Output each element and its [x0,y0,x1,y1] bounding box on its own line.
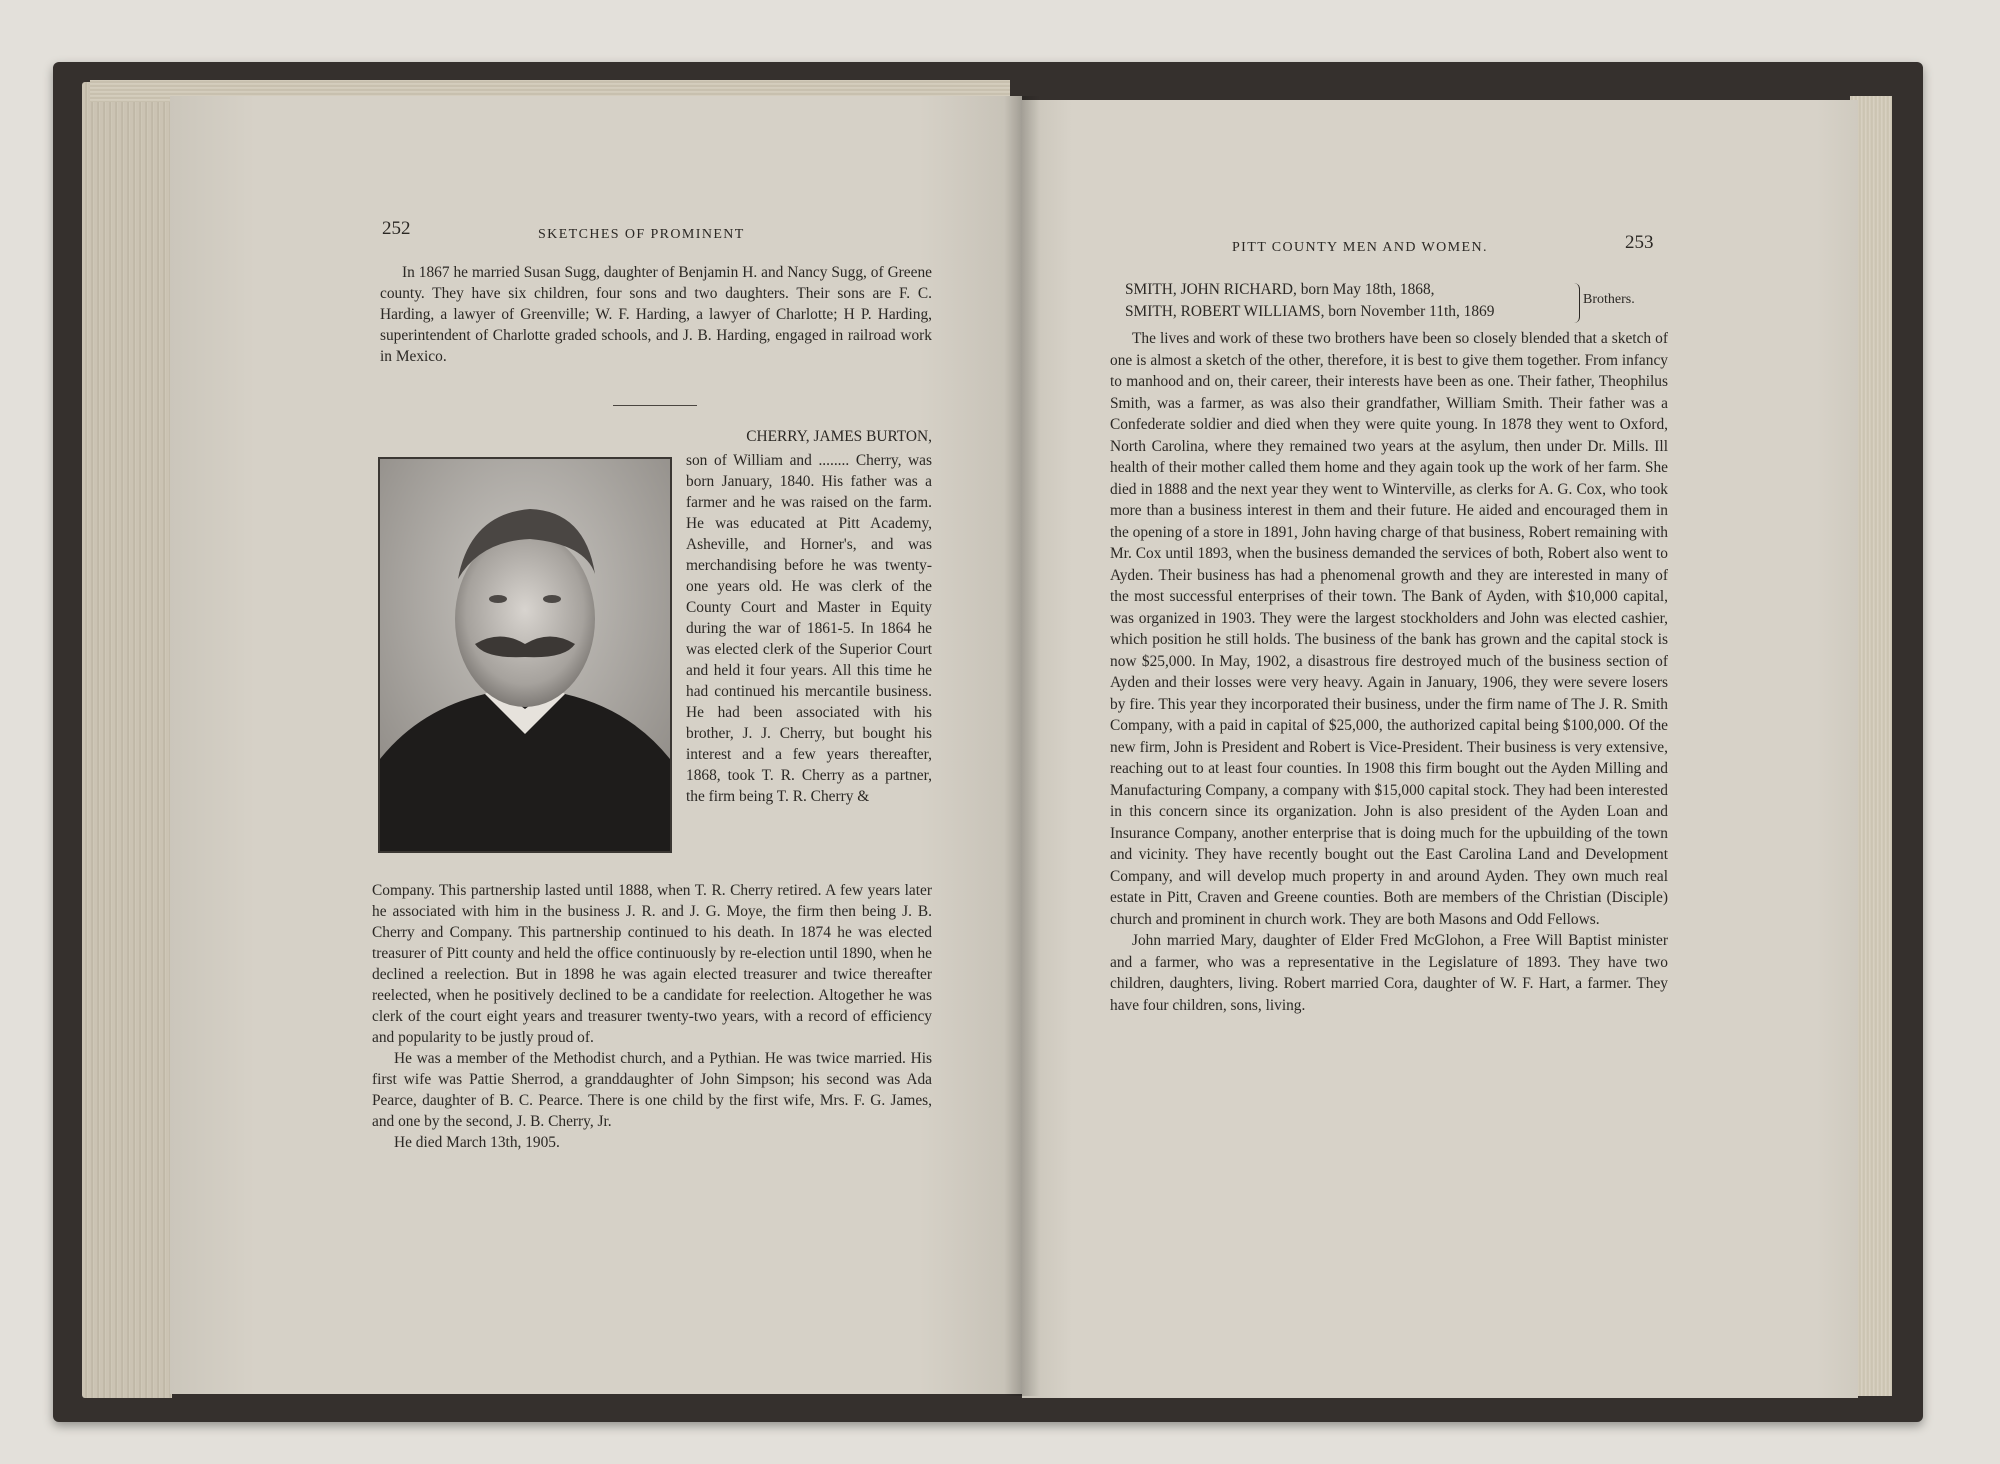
left-marriage-paragraph [380,262,932,367]
smith-text-column [1110,328,1668,1016]
cherry-narrow-column [686,450,932,807]
left-page-number: 252 [382,218,411,239]
paragraph: He died March 13th, 1905. [394,1134,560,1151]
right-page-number: 253 [1625,232,1654,253]
entry-name-john: SMITH, JOHN RICHARD, born May 18th, 1868, [1125,281,1435,298]
portrait-image [380,459,670,851]
right-running-head: PITT COUNTY MEN AND WOMEN. [1232,240,1488,255]
paragraph: The lives and work of these two brothers have been so closely blended that a sketch of one is almost a sketch of the other, therefore, it is best to give them together. From infancy to manhood and on, their career, their interests have been as one. Their father, Theophilus Smith, was a farmer, as was also their grandfather, William Smith. Their father was a Confederate soldier and died when they were quite young. In 1878 they went to Oxford, North Carolina, where they remained two years at the asylum, then under Dr. Mills. Ill health of their mother called them home and they again took up the work of her farm. She died in 1888 and the next year they went to Winterville, as clerks for A. G. Cox, who took more than a business interest in them and their future. He aided and encouraged them in the opening of a store in 1891, John having charge of that business, Robert remaining with Mr. Cox until 1893, when the business demanded the services of both, Robert also went to Ayden. Their business has had a phenomenal growth and they are interested in many of the most successful enterprises of their town. The Bank of Ayden, with $10,000 capital, was organized in 1903. They were the largest stockholders and John was elected cashier, which position he still holds. The business of the bank has grown and the capital stock is now $25,000. In May, 1902, a disastrous fire destroyed much of the business section of Ayden and their losses were very heavy. Again in January, 1906, they were severe losers by fire. This year they incorporated their business, under the firm name of The J. R. Smith Company, with a paid in capital of $25,000, the authorized capital being $100,000. Of the new firm, John is President and Robert is Vice-President. Their business is very extensive, reaching out to at least four counties. In 1908 this firm bought out the Ayden Milling and Manufacturing Company, a company with $15,000 capital stock. They had been interested in this concern since its organization. John is also president of the Ayden Loan and Insurance Company, another enterprise that is doing much for the upbuilding of the town and vicinity. They have recently bought out the East Carolina Land and Development Company, and will develop much property in and around Ayden. They own much real estate in Pitt, Craven and Greene counties. Both are members of the Christian (Disciple) church and prominent in church work. They are both Masons and Odd Fellows. [1110,330,1668,928]
entry-title: CHERRY, JAMES BURTON, [746,428,932,445]
paragraph: son of William and ........ Cherry, was born January, 1840. His father was a farmer and he was raised on the farm. He was educated at Pitt Academy, Asheville, and Horner's, and was merchandising before he was twenty-one years old. He was clerk of the County Court and Master in Equity during the war of 1861-5. In 1864 he was elected clerk of the Superior Court and held it four years. All this time he had continued his mercantile business. He had been associated with his brother, J. J. Cherry, but bought his interest and a few years thereafter, 1868, took T. R. Cherry as a partner, the firm being T. R. Cherry & [686,452,932,805]
cherry-wide-column [372,880,932,1153]
paragraph: In 1867 he married Susan Sugg, daughter of Benjamin H. and Nancy Sugg, of Greene county. They have six children, four sons and two daughters. Their sons are F. C. Harding, a lawyer of Greenville; W. F. Harding, a lawyer of Charlotte; H P. Harding, superintendent of Charlotte graded schools, and J. B. Harding, engaged in railroad work in Mexico. [380,264,932,365]
page-edges-left [82,82,172,1398]
portrait-photo [378,457,672,853]
brothers-label: Brothers. [1583,292,1635,307]
section-divider [613,405,697,406]
brace-mark [1573,283,1580,323]
entry-name-robert: SMITH, ROBERT WILLIAMS, born November 11th, 1869 [1125,303,1495,320]
paragraph: John married Mary, daughter of Elder Fred McGlohon, a Free Will Baptist minister and a farmer, who was a representative in the Legislature of 1893. They have two children, daughters, living. Robert married Cora, daughter of W. F. Hart, a farmer. They have four children, sons, living. [1110,932,1668,1014]
left-running-head: SKETCHES OF PROMINENT [538,227,745,242]
paragraph: Company. This partnership lasted until 1888, when T. R. Cherry retired. A few years later he associated with him in the business J. R. and J. G. Moye, the firm then being J. B. Cherry and Company. This partnership continued to his death. In 1874 he was elected treasurer of Pitt county and held the office continuously by re-election until 1890, when he declined a reelection. But in 1898 he was again elected treasurer and twice thereafter reelected, when he positively declined to be a candidate for reelection. Altogether he was clerk of the court eight years and treasurer twenty-two years, with a record of efficiency and popularity to be justly proud of. [372,882,932,1046]
paragraph: He was a member of the Methodist church, and a Pythian. He was twice married. His first wife was Pattie Sherrod, a granddaughter of John Simpson; his second was Ada Pearce, daughter of B. C. Pearce. There is one child by the first wife, Mrs. F. G. James, and one by the second, J. B. Cherry, Jr. [372,1050,932,1130]
book-gutter [1004,96,1040,1396]
